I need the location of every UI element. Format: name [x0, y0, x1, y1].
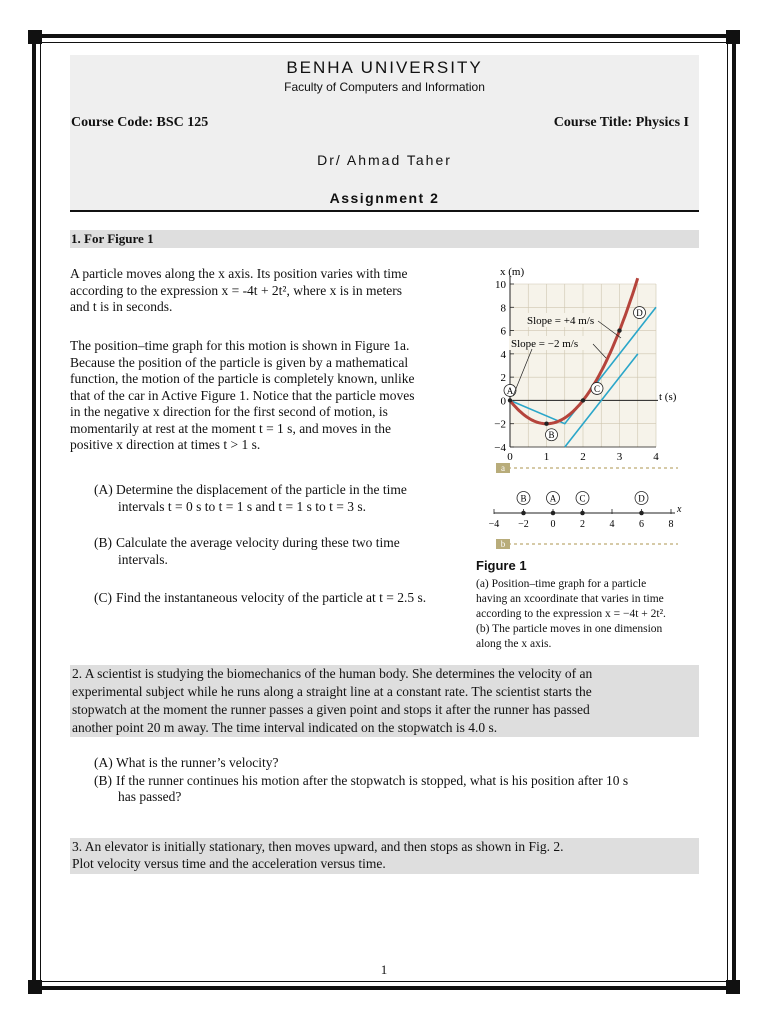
y-tick-label: 4 — [500, 348, 506, 361]
x-tick-label: 0 — [507, 451, 513, 463]
part-text: intervals. — [118, 551, 168, 567]
number-line-tick-label: 4 — [609, 519, 615, 530]
course-code: Course Code: BSC 125 — [71, 115, 209, 130]
text-line: The position–time graph for this motion is shown in Figure 1a. — [70, 338, 410, 353]
part-label: (C) — [94, 590, 112, 605]
caption-line: according to the expression x = −4t + 2t². — [476, 608, 666, 620]
data-point — [508, 398, 512, 402]
number-line-point — [580, 511, 585, 516]
assignment-title: Assignment 2 — [329, 190, 440, 206]
number-line-tick-label: −2 — [518, 519, 529, 530]
number-line-tick-label: −4 — [488, 519, 500, 530]
y-tick-label: 8 — [500, 302, 506, 315]
x-axis-label: t (s) — [659, 391, 677, 403]
part-text: Find the instantaneous velocity of the particle at t = 2.5 s. — [116, 590, 427, 605]
question-1-part-a — [94, 482, 466, 515]
part-text: intervals t = 0 s to t = 1 s and t = 1 s to t = 3 s. — [118, 498, 366, 514]
number-line-point-label: D — [638, 493, 645, 504]
part-label: (B) — [94, 535, 112, 550]
text-line: Because the position of the particle is given by a mathematical — [70, 354, 409, 370]
instructor-name: Dr/ Ahmad Taher — [317, 152, 452, 168]
number-line-axis-label: x — [677, 504, 682, 515]
page-number: 1 — [380, 962, 388, 977]
border-corner — [726, 30, 740, 44]
x-tick-label: 4 — [653, 451, 659, 463]
text-line: momentarily at rest at the moment t = 1 s, and moves in the — [70, 420, 392, 436]
data-point — [544, 422, 548, 426]
point-label: B — [548, 430, 555, 441]
y-tick-label: 10 — [495, 279, 506, 291]
part-text: If the runner continues his motion after the stopwatch is stopped, what is his position after 10 s — [116, 772, 629, 788]
number-line-tick-label: 8 — [668, 519, 674, 530]
figure-caption — [476, 577, 706, 652]
question-3 — [70, 838, 699, 874]
part-text: Determine the displacement of the particle in the time — [116, 482, 407, 497]
university-name: BENHA UNIVERSITY — [286, 58, 483, 77]
point-label: A — [506, 385, 514, 396]
number-line-point-label: C — [579, 493, 586, 504]
point-label: D — [636, 308, 643, 319]
panel-a-label — [496, 463, 678, 473]
question-2-parts — [94, 755, 699, 806]
number-line — [489, 492, 682, 531]
number-line-tick-label: 2 — [580, 519, 585, 530]
x-tick-label: 2 — [580, 451, 586, 463]
question-1-part-b — [94, 535, 466, 568]
slope-annotation-positive: Slope = +4 m/s — [527, 315, 595, 327]
part-label: (A) — [94, 755, 113, 770]
text-line: in the negative x direction for the first second of motion, is — [70, 404, 388, 419]
text-line: 2. A scientist is studying the biomechanics of the human body. She determines the velocity of an — [72, 666, 593, 681]
number-line-point-label: B — [520, 493, 527, 504]
y-tick-label: −2 — [494, 418, 506, 431]
panel-a-text: a — [501, 463, 505, 473]
question-1-paragraph-2 — [70, 338, 463, 454]
course-title: Course Title: Physics I — [553, 115, 689, 130]
panel-b-label — [496, 539, 678, 549]
part-label: (B) — [94, 772, 112, 788]
text-line: stopwatch at the moment the runner passes a given point and stops it after the runner has passed — [72, 702, 590, 717]
faculty-name: Faculty of Computers and Information — [284, 80, 485, 94]
data-point — [617, 328, 621, 332]
border-corner — [28, 980, 42, 994]
caption-line: having an xcoordinate that varies in time — [476, 593, 664, 605]
text-line: and t is in seconds. — [70, 299, 173, 314]
y-tick-label: 2 — [500, 372, 506, 385]
part-label: (A) — [94, 482, 113, 497]
caption-line: (a) Position–time graph for a particle — [476, 578, 647, 590]
slope-annotation-negative: Slope = −2 m/s — [511, 338, 579, 350]
y-tick-label: 6 — [500, 325, 506, 338]
caption-line: along the x axis. — [476, 638, 552, 650]
text-line: 3. An elevator is initially stationary, then moves upward, and then stops as shown in Fig. 2. — [72, 839, 564, 854]
text-line: positive x direction at times t > 1 s. — [70, 437, 261, 452]
text-line: that of the car in Active Figure 1. Notice that the particle moves — [70, 387, 415, 403]
question-2 — [70, 665, 699, 737]
part-text: What is the runner’s velocity? — [116, 755, 279, 770]
number-line-point — [521, 511, 526, 516]
number-line-tick-label: 0 — [550, 519, 556, 530]
border-corner — [28, 30, 42, 44]
caption-line: (b) The particle moves in one dimension — [476, 623, 663, 635]
x-tick-label: 1 — [543, 451, 550, 463]
text-line: another point 20 m away. The time interval indicated on the stopwatch is 4.0 s. — [72, 720, 498, 735]
text-line: function, the motion of the particle is completely known, unlike — [70, 371, 415, 386]
part-text: has passed? — [118, 789, 182, 804]
number-line-point — [551, 511, 556, 516]
text-line: experimental subject while he runs along a straight line at a constant rate. The scientist starts the — [72, 684, 592, 699]
panel-b-text: b — [500, 539, 506, 549]
border-corner — [726, 980, 740, 994]
number-line-point — [639, 511, 644, 516]
document-header — [70, 55, 699, 212]
data-point — [581, 398, 585, 402]
question-1-part-c — [94, 590, 474, 607]
text-line: according to the expression x = -4t + 2t², where x is in meters — [70, 282, 402, 298]
point-label: C — [593, 383, 601, 394]
figure-1 — [478, 258, 698, 558]
number-line-point-label: A — [549, 493, 557, 504]
y-tick-label: −4 — [494, 442, 506, 454]
question-1-paragraph-1 — [70, 266, 463, 316]
y-tick-label: 0 — [500, 395, 506, 408]
text-line: A particle moves along the x axis. Its position varies with time — [70, 266, 408, 281]
question-1-heading: 1. For Figure 1 — [70, 230, 699, 248]
text-line: Plot velocity versus time and the acceleration versus time. — [72, 856, 386, 871]
figure-caption-title: Figure 1 — [476, 558, 527, 573]
y-axis-label: x (m) — [500, 266, 525, 278]
part-text: Calculate the average velocity during these two time — [116, 535, 400, 550]
x-tick-label: 3 — [616, 451, 623, 463]
number-line-tick-label: 6 — [639, 519, 644, 530]
